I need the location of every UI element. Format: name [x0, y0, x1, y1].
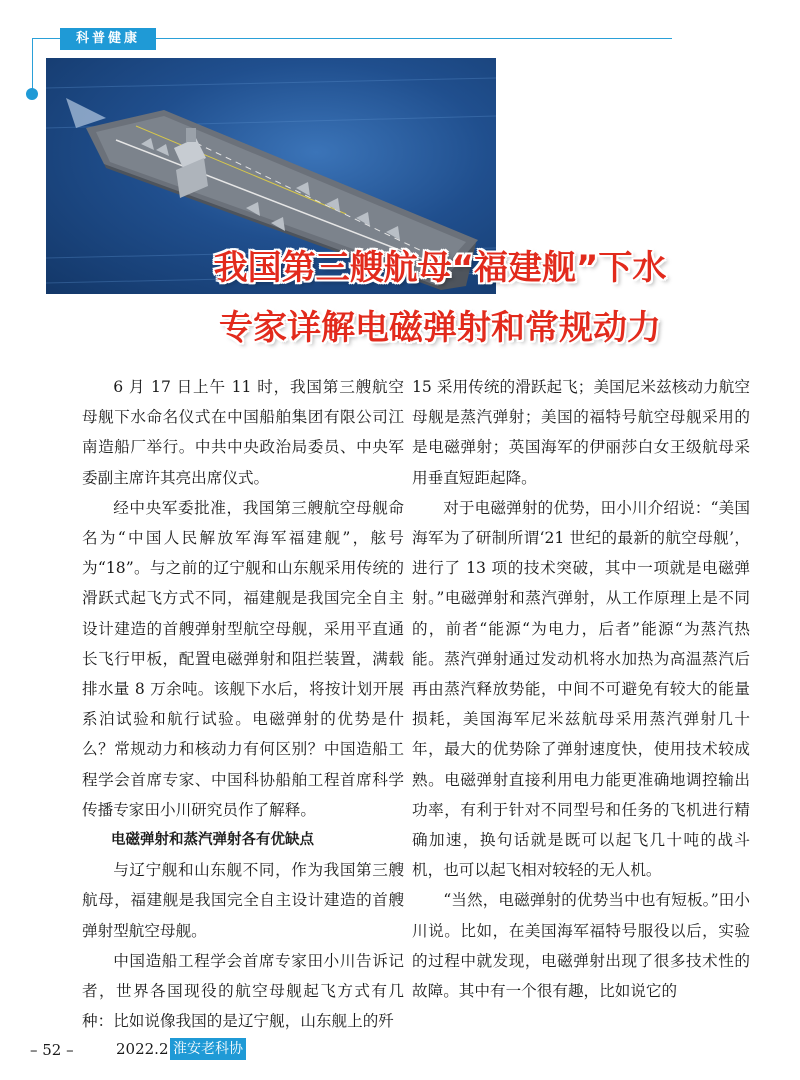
paragraph: 经中央军委批准，我国第三艘航空母舰命名为“中国人民解放军海军福建舰”，舷号为“18”。与之前的辽宁舰和山东舰采用传统的滑跃式起飞方式不同，福建舰是我国完全自主设计建造的首艘弹射型航空母舰，采用平直通长飞行甲板，配置电磁弹射和阻拦装置，满载排水量 8 万余吨。该舰下水后，将按计划开展系泊试验和航行试验。电磁弹射的优势是什么？常规动力和核动力有何区别？中国造船工程学会首席专家、中国科协船舶工程首席科学传播专家田小川研究员作了解释。 [82, 498, 404, 819]
paragraph: 15 采用传统的滑跃起飞；美国尼米兹核动力航空母舰是蒸汽弹射；美国的福特号航空母舰采用的是电磁弹射；英国海军的伊丽莎白女王级航母采用垂直短距起降。 [412, 378, 750, 487]
headline-line-2: 专家详解电磁弹射和常规动力 [219, 308, 661, 348]
magazine-name: 淮安老科协 [170, 1038, 246, 1060]
right-column [412, 372, 750, 1006]
left-column [82, 372, 404, 1036]
paragraph: 6 月 17 日上午 11 时，我国第三艘航空母舰下水命名仪式在中国船舶集团有限公司江南造船厂举行。中共中央政治局委员、中央军委副主席许其亮出席仪式。 [82, 378, 404, 487]
paragraph: 对于电磁弹射的优势，田小川介绍说：“美国海军为了研制所谓‘21 世纪的最新的航空母舰’，进行了 13 项的技术突破，其中一项就是电磁弹射。”电磁弹射和蒸汽弹射，从工作原理上是不同的，前者“能源“为电力，后者”能源“为蒸汽热能。蒸汽弹射通过发动机将水加热为高温蒸汽后再由蒸汽释放势能，中间不可避免有较大的能量损耗，美国海军尼米兹航母采用蒸汽弹射几十年，最大的优势除了弹射速度快，使用技术较成熟。电磁弹射直接利用电力能更准确地调控输出功率，有利于针对不同型号和任务的飞机进行精确加速，换句话就是既可以起飞几十吨的战斗机，也可以起飞相对较轻的无人机。 [412, 498, 750, 880]
issue-label: 2022.2 [116, 1040, 169, 1058]
section-tag: 科普健康 [60, 28, 156, 50]
paragraph: “当然，电磁弹射的优势当中也有短板。”田小川说。比如，在美国海军福特号服役以后，实验的过程中就发现，电磁弹射出现了很多技术性的故障。其中有一个很有趣，比如说它的 [412, 891, 750, 1001]
paragraph: 中国造船工程学会首席专家田小川告诉记者，世界各国现役的航空母舰起飞方式有几种：比如说像我国的是辽宁舰，山东舰上的歼 [82, 951, 404, 1031]
header-dot [26, 88, 38, 100]
page-footer [0, 1038, 800, 1062]
page-number: – 52 – [30, 1041, 74, 1059]
headline-line-1: 我国第三艘航母“福建舰”下水 [213, 248, 667, 288]
paragraph: 与辽宁舰和山东舰不同，作为我国第三艘航母，福建舰是我国完全自主设计建造的首艘弹射型航空母舰。 [82, 861, 404, 940]
section-heading: 电磁弹射和蒸汽弹射各有优缺点 [111, 832, 314, 849]
